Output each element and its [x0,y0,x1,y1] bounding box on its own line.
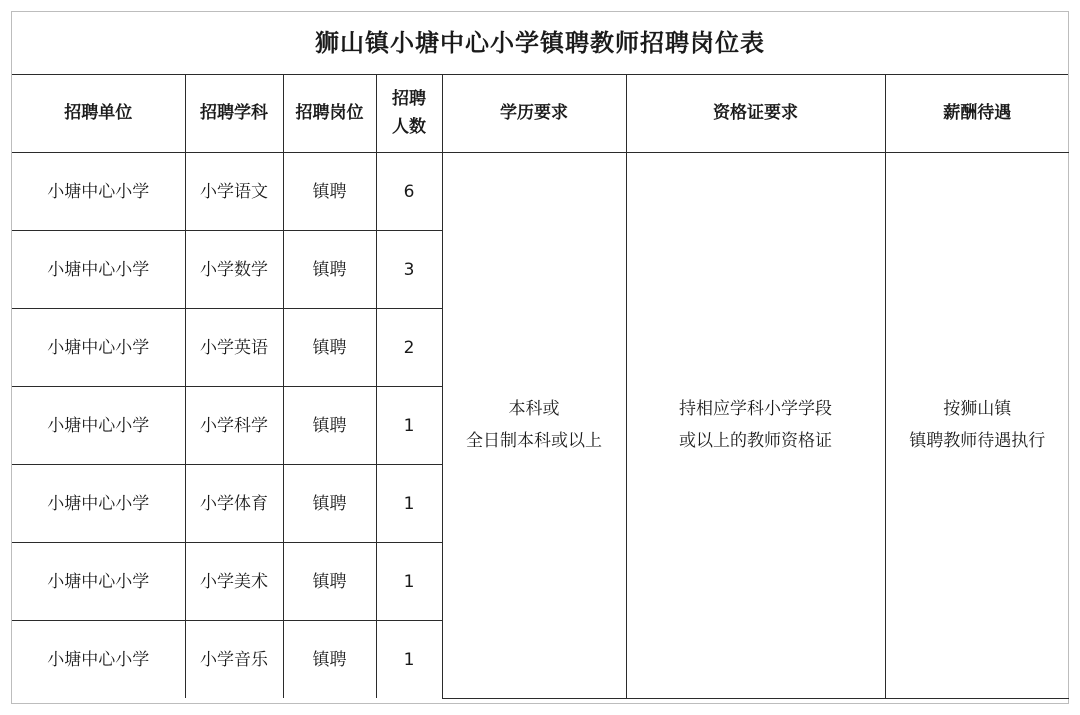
header-certificate: 资格证要求 [626,74,885,153]
cell-education [442,153,626,699]
cell-count: 1 [376,465,442,543]
cell-unit: 小塘中心小学 [12,621,185,699]
education-line2: 全日制本科或以上 [466,431,602,452]
certificate-line2: 或以上的教师资格证 [679,431,832,452]
cell-position: 镇聘 [283,543,376,621]
cell-position: 镇聘 [283,153,376,231]
cell-unit: 小塘中心小学 [12,153,185,231]
cell-count: 1 [376,621,442,699]
cell-position: 镇聘 [283,621,376,699]
cell-position: 镇聘 [283,231,376,309]
cell-subject: 小学美术 [185,543,283,621]
cell-count: 6 [376,153,442,231]
cell-subject: 小学语文 [185,153,283,231]
cell-subject: 小学体育 [185,465,283,543]
header-count [376,74,442,153]
cell-position: 镇聘 [283,387,376,465]
cell-unit: 小塘中心小学 [12,543,185,621]
education-line1: 本科或 [508,399,560,420]
page-title: 狮山镇小塘中心小学镇聘教师招聘岗位表 [12,12,1068,75]
cell-certificate [626,153,885,699]
header-subject: 招聘学科 [185,74,283,153]
table-row [12,153,1069,231]
cell-count: 1 [376,387,442,465]
cell-count: 1 [376,543,442,621]
header-row [12,74,1069,153]
cell-unit: 小塘中心小学 [12,309,185,387]
header-education: 学历要求 [442,74,626,153]
header-salary: 薪酬待遇 [885,74,1069,153]
cell-count: 3 [376,231,442,309]
cell-position: 镇聘 [283,465,376,543]
cell-subject: 小学科学 [185,387,283,465]
cell-subject: 小学音乐 [185,621,283,699]
cell-subject: 小学英语 [185,309,283,387]
cell-salary [885,153,1069,699]
certificate-line1: 持相应学科小学学段 [679,399,832,420]
recruitment-table [12,74,1069,699]
recruitment-sheet [11,11,1069,704]
header-unit: 招聘单位 [12,74,185,153]
header-count-line1: 招聘 [392,89,426,109]
cell-subject: 小学数学 [185,231,283,309]
cell-unit: 小塘中心小学 [12,231,185,309]
salary-line2: 镇聘教师待遇执行 [909,431,1046,452]
cell-unit: 小塘中心小学 [12,465,185,543]
cell-position: 镇聘 [283,309,376,387]
cell-unit: 小塘中心小学 [12,387,185,465]
header-count-line2: 人数 [392,117,426,137]
header-position: 招聘岗位 [283,74,376,153]
salary-line1: 按狮山镇 [943,399,1012,420]
cell-count: 2 [376,309,442,387]
